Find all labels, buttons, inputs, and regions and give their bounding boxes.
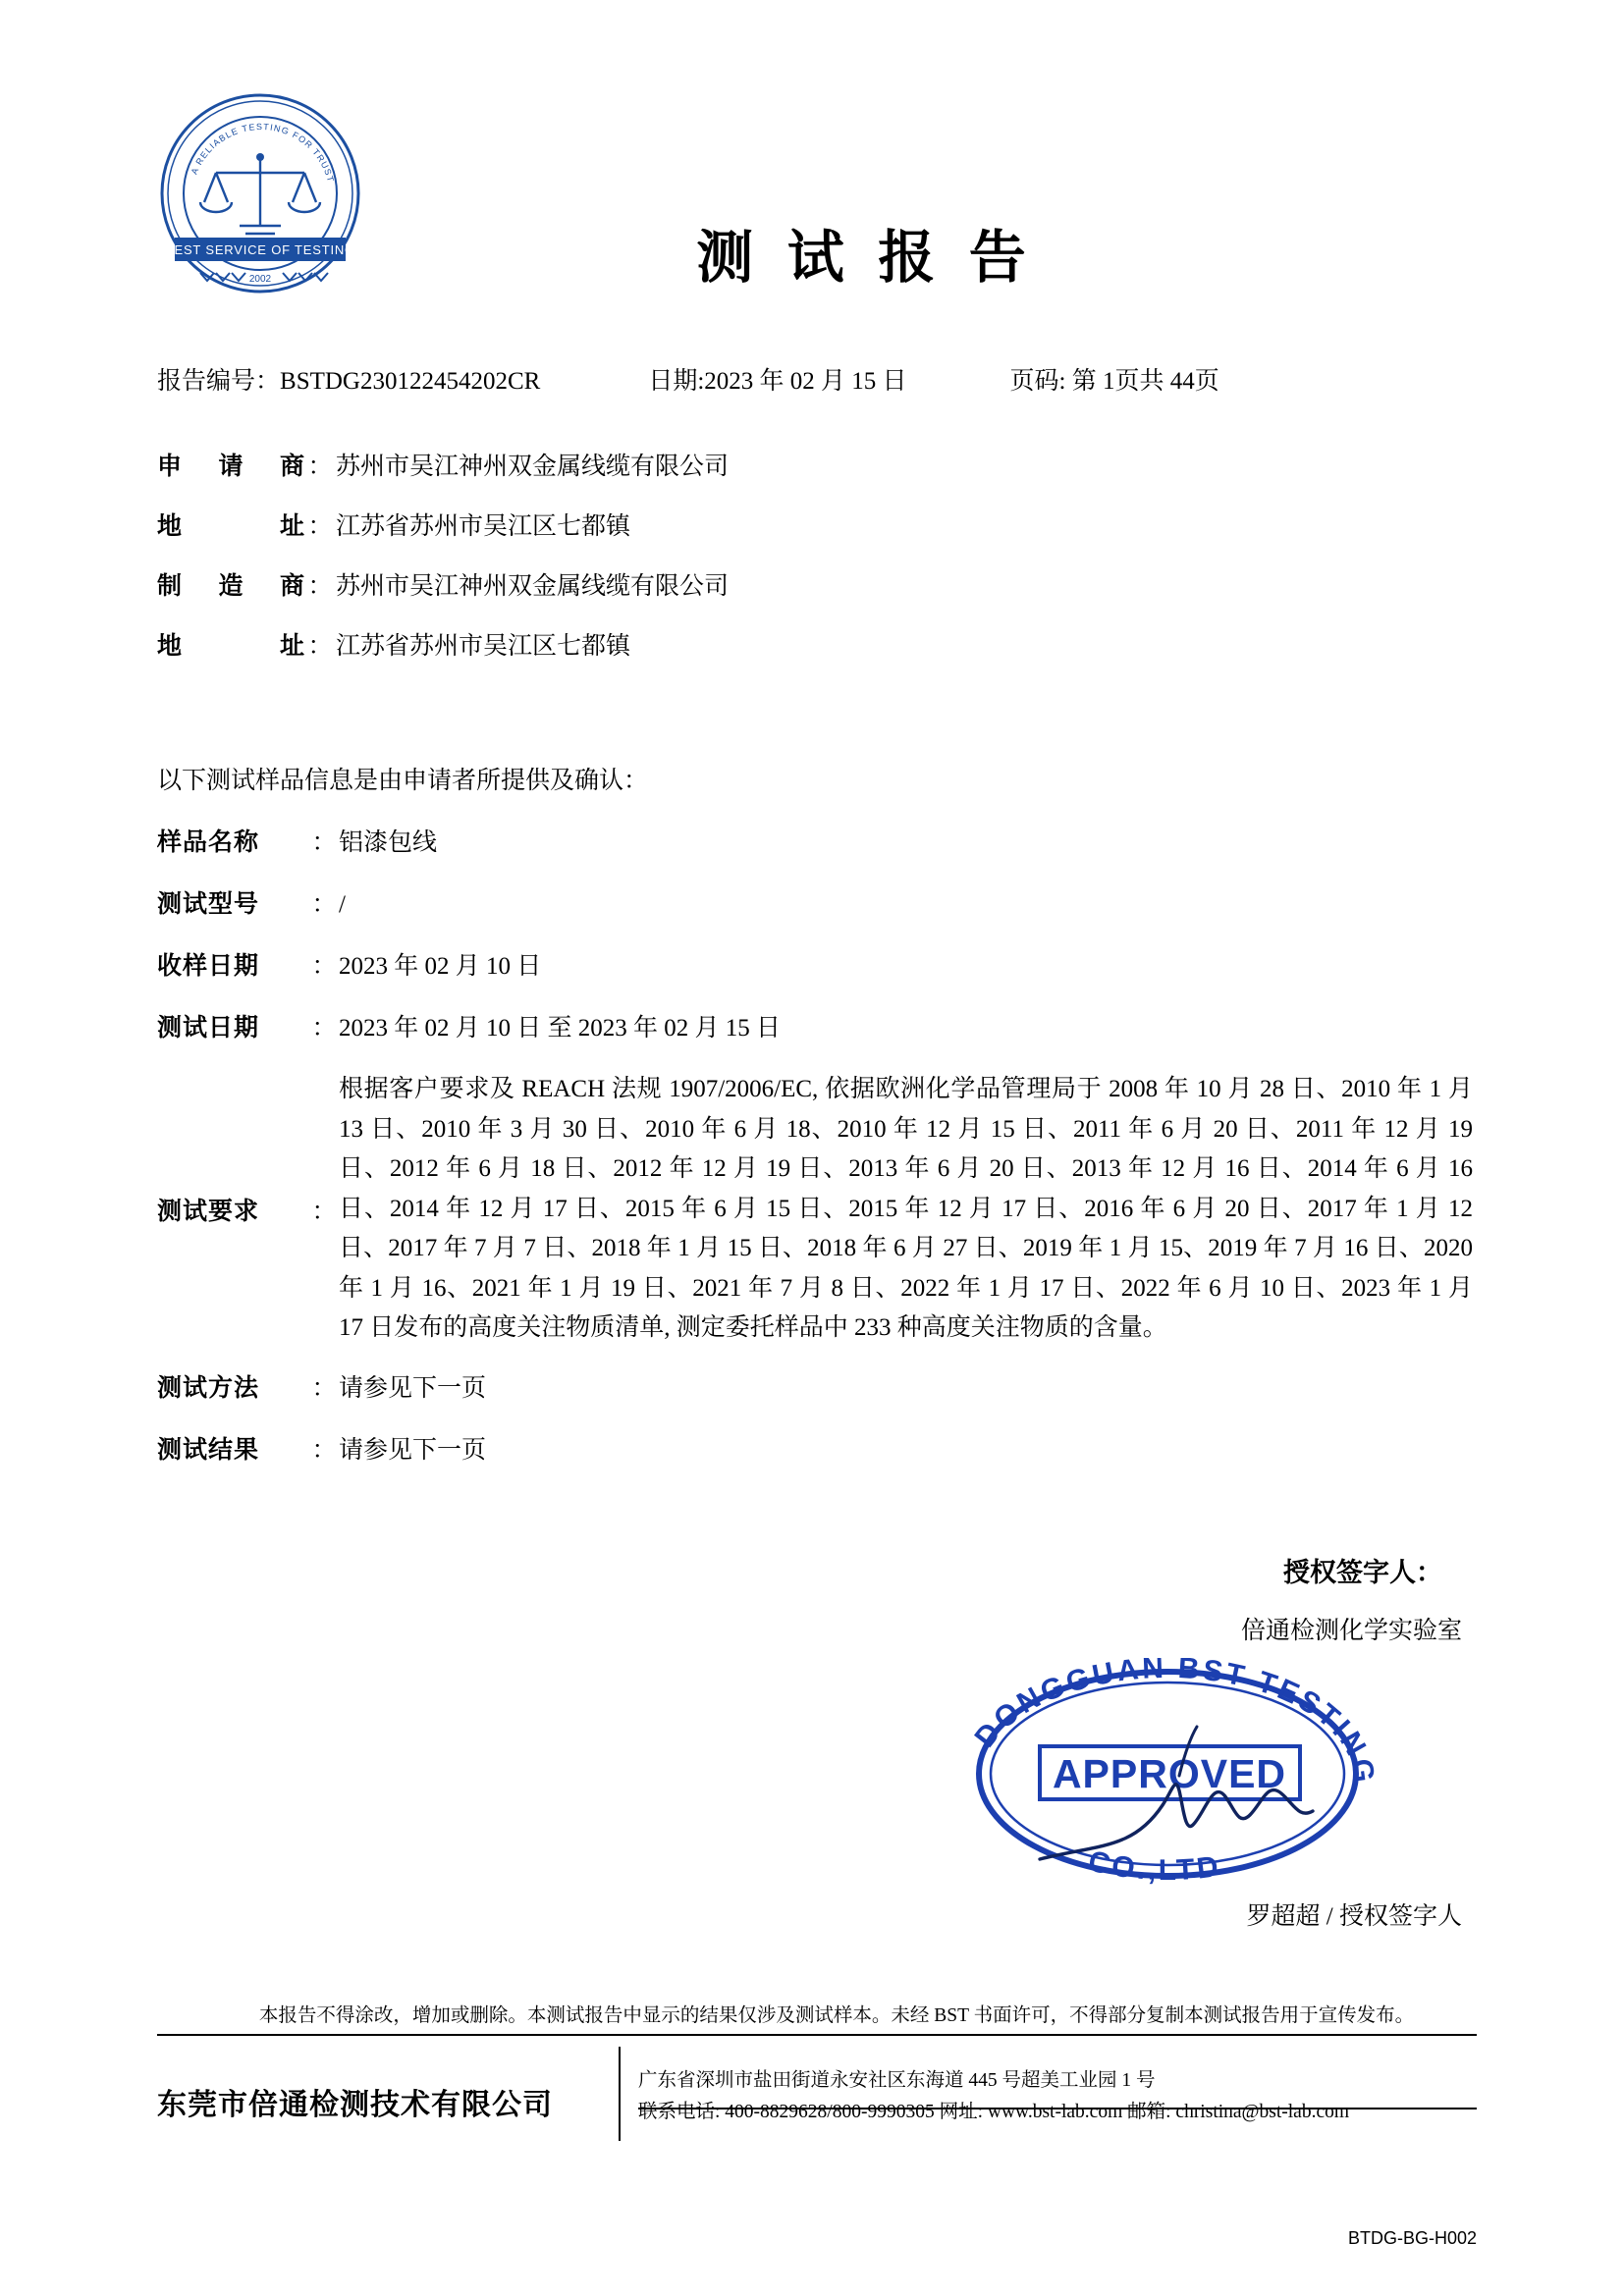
footer-disclaimer: 本报告不得涂改，增加或删除。本测试报告中显示的结果仅涉及测试样本。未经 BST 书面许可，不得部分复制本测试报告用于宣传发布。 [258, 2005, 1415, 2026]
colon: ： [311, 1198, 337, 1225]
label-char: 造 [218, 573, 244, 600]
sample-model-label: 测试型号 [157, 891, 260, 918]
page-number [1010, 361, 1219, 397]
svg-text:APPROVED: APPROVED [1052, 1751, 1287, 1796]
sample-received-label: 收样日期 [157, 953, 260, 980]
label-char: 址 [279, 633, 304, 660]
footer-contact-line: 联系电话: 400-8829628/800-9990305 网址: www.bst-lab.com 邮箱: christina@bst-lab.com [638, 2102, 1350, 2122]
colon: ： [311, 1374, 337, 1402]
sample-method-row [157, 1368, 1473, 1404]
colon: ： [311, 829, 337, 856]
label-char: 址 [279, 513, 304, 540]
report-date-label: 日期: [648, 368, 705, 395]
manufacturer-address-row [157, 626, 1473, 662]
manufacturer-value: 苏州市吴江神州双金属线缆有限公司 [336, 573, 730, 600]
report-date-value: 2023 年 02 月 15 日 [704, 368, 907, 395]
colon: ： [311, 1436, 337, 1464]
sample-name-value: 铝漆包线 [339, 829, 438, 856]
sample-test-date-value: 2023 年 02 月 10 日 至 2023 年 02 月 15 日 [339, 1015, 782, 1041]
footer-vertical-divider [619, 2047, 621, 2141]
footer-company-name: 东莞市倍通检测技术有限公司 [157, 2089, 553, 2121]
party-info-block [157, 447, 1473, 686]
colon: ： [307, 454, 333, 480]
footer-contact-block [638, 2059, 1349, 2128]
laboratory-name: 倍通检测化学实验室 [1240, 1618, 1462, 1644]
sample-name-label: 样品名称 [157, 829, 260, 856]
applicant-address-value: 江苏省苏州市吴江区七都镇 [336, 513, 631, 540]
label-char: 请 [218, 454, 244, 480]
colon: ： [311, 953, 337, 980]
colon: ： [307, 633, 333, 660]
sample-requirement-row [157, 1070, 1473, 1349]
svg-text:BEST SERVICE OF TESTING: BEST SERVICE OF TESTING [165, 242, 355, 257]
label-char: 商 [279, 454, 304, 480]
svg-text:CO.,LTD: CO.,LTD [1085, 1844, 1223, 1887]
sample-method-label: 测试方法 [157, 1374, 260, 1402]
svg-text:A RELIABLE TESTING FOR TRUST: A RELIABLE TESTING FOR TRUST [189, 121, 337, 185]
label-char: 申 [157, 454, 183, 480]
sample-test-date-label: 测试日期 [157, 1015, 260, 1041]
colon: ： [307, 513, 333, 540]
colon: ： [311, 891, 337, 918]
applicant-value: 苏州市吴江神州双金属线缆有限公司 [336, 454, 730, 480]
colon: ： [311, 1015, 337, 1041]
manufacturer-row [157, 566, 1473, 602]
sample-test-date-row [157, 1008, 1473, 1043]
document-header [0, 0, 1624, 290]
label-char: 制 [157, 573, 183, 600]
approval-stamp [863, 1658, 1472, 1889]
sample-result-row [157, 1430, 1473, 1466]
sample-method-value: 请参见下一页 [339, 1374, 487, 1402]
footer-underline [638, 2108, 1477, 2109]
sample-result-label: 测试结果 [157, 1436, 260, 1464]
label-char: 地 [157, 633, 183, 660]
sample-received-row [157, 946, 1473, 982]
applicant-row [157, 447, 1473, 482]
footer-main [157, 2047, 1477, 2141]
svg-text:DONGGUAN BST TESTING: DONGGUAN BST TESTING [968, 1658, 1380, 1788]
manufacturer-address-label [157, 626, 304, 662]
manufacturer-address-value: 江苏省苏州市吴江区七都镇 [336, 633, 631, 660]
sample-model-value: / [339, 891, 346, 918]
label-char: 商 [279, 573, 304, 600]
footer-divider-line [157, 2034, 1477, 2036]
footer-address: 广东省深圳市盐田街道永安社区东海道 445 号超美工业园 1 号 [638, 2069, 1156, 2091]
label-char: 地 [157, 513, 183, 540]
sample-requirement-label: 测试要求 [157, 1198, 260, 1225]
applicant-label [157, 447, 304, 482]
report-meta-row [157, 361, 1477, 397]
report-number-label: 报告编号： [157, 368, 281, 395]
page-title: 测 试 报 告 [696, 226, 1036, 290]
sample-requirement-value: 根据客户要求及 REACH 法规 1907/2006/EC, 依据欧洲化学品管理局于 2008 年 10 月 28 日、2010 年 1 月 13 日、2010 年 3 月 30 日、2010 年 6 月 18、2010 年 12 月 15 日、2011 年 6 月 20 日、2011 年 12 月 19 日、2012 年 6 月 18 日、2012 年 12 月 19 日、2013 年 6 月 20 日、2013 年 12 月 16 日、2014 年 6 月 16 日、2014 年 12 月 17 日、2015 年 6 月 15 日、2015 年 12 月 17 日、2016 年 6 月 20 日、2017 年 1 月 12 日、2017 年 7 月 7 日、2018 年 1 月 15 日、2018 年 6 月 27 日、2019 年 1 月 15、2019 年 7 月 16 日、2020 年 1 月 16、2021 年 1 月 19 日、2021 年 7 月 8 日、2022 年 1 月 17 日、2022 年 6 月 10 日、2023 年 1 月 17 日发布的高度关注物质清单, 测定委托样品中 233 种高度关注物质的含量。 [339, 1076, 1473, 1341]
page-number-label: 页码: [1009, 368, 1066, 395]
report-date [648, 361, 906, 397]
applicant-address-label [157, 507, 304, 542]
signatory-name: 罗超超 / 授权签字人 [1246, 1903, 1462, 1930]
authorized-signatory-title: 授权签字人： [1283, 1558, 1442, 1587]
applicant-address-row [157, 507, 1473, 542]
sample-result-value: 请参见下一页 [339, 1436, 487, 1464]
sample-info-block [157, 823, 1473, 1492]
report-number-value: BSTDG230122454202CR [280, 368, 541, 395]
document-code: BTDG-BG-H002 [1347, 2228, 1477, 2248]
page-number-value: 第 1页共 44页 [1071, 368, 1219, 395]
sample-name-row [157, 823, 1473, 858]
svg-text:2002: 2002 [248, 274, 272, 285]
sample-received-value: 2023 年 02 月 10 日 [339, 953, 542, 980]
sample-notice: 以下测试样品信息是由申请者所提供及确认： [157, 768, 649, 794]
sample-model-row [157, 884, 1473, 920]
manufacturer-label [157, 566, 304, 602]
signature-area [863, 1551, 1472, 1932]
report-number [157, 361, 540, 397]
colon: ： [307, 573, 333, 600]
